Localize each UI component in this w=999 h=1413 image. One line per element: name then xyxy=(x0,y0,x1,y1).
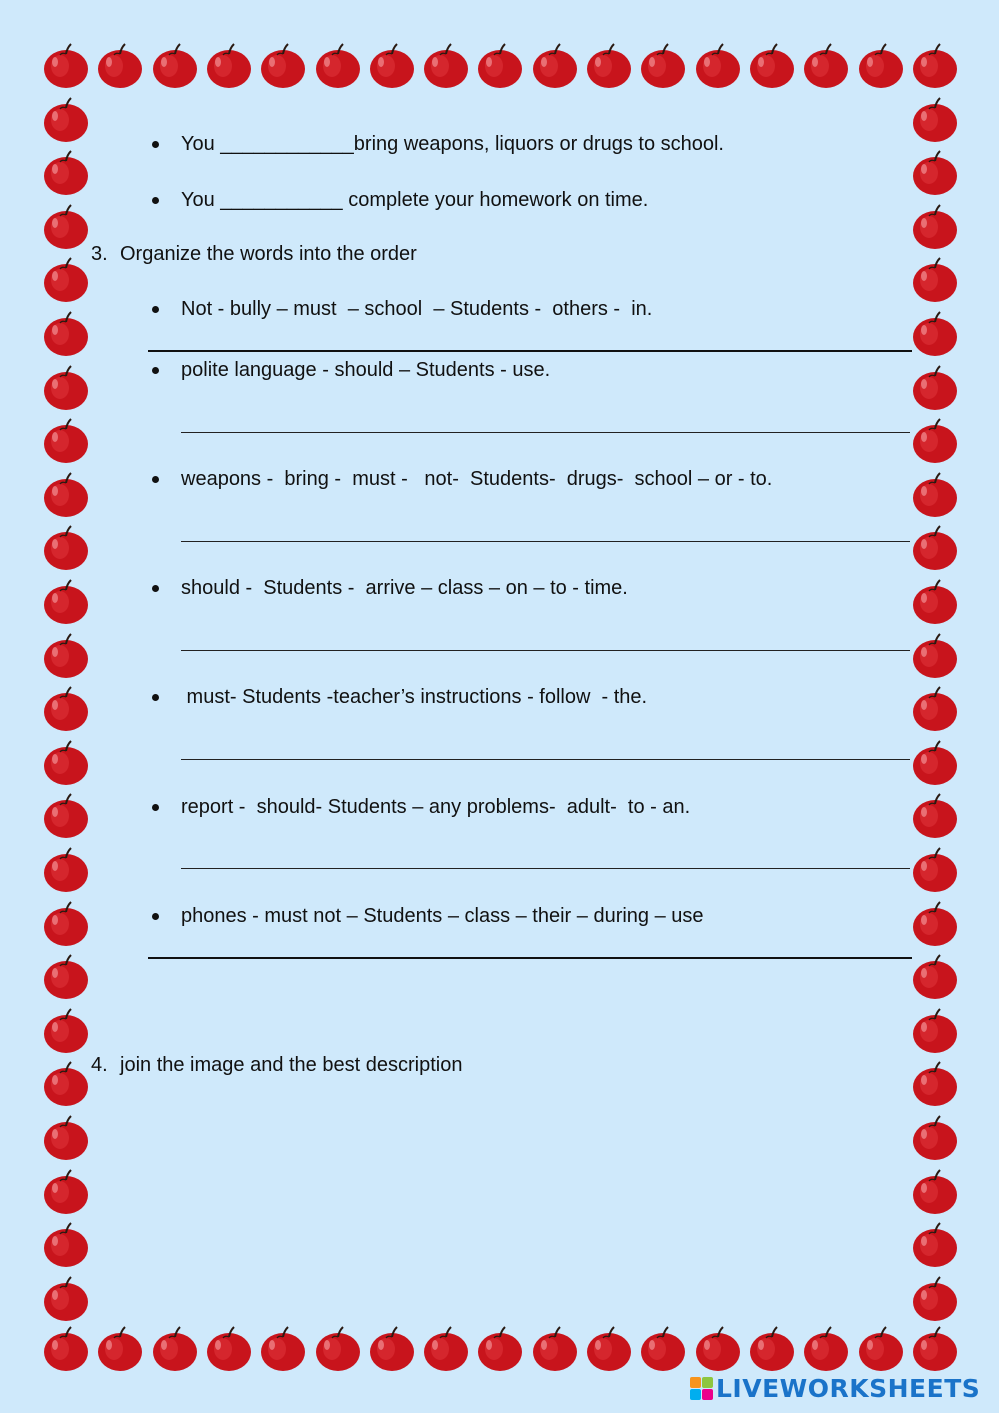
apple-icon xyxy=(909,522,961,574)
apple-icon xyxy=(40,951,92,1003)
apple-icon xyxy=(909,951,961,1003)
fill-blank-sentence: You ____________bring weapons, liquors or drugs to school. xyxy=(181,133,724,155)
apple-icon xyxy=(40,737,92,789)
apple-icon xyxy=(40,630,92,682)
apple-icon xyxy=(909,469,961,521)
apple-icon xyxy=(909,254,961,306)
apple-icon xyxy=(909,790,961,842)
apple-icon xyxy=(40,1323,92,1375)
section-4-title: join the image and the best description xyxy=(120,1054,463,1076)
apple-icon xyxy=(257,1323,309,1375)
scrambled-sentence: must- Students -teacher’s instructions - follow - the. xyxy=(181,686,648,708)
bullet-icon xyxy=(152,804,159,811)
scrambled-sentence: weapons - bring - must - not- Students- drugs- school – or - to. xyxy=(181,468,773,490)
apple-icon xyxy=(800,1323,852,1375)
apple-icon xyxy=(40,1166,92,1218)
apple-icon xyxy=(40,576,92,628)
apple-icon xyxy=(746,1323,798,1375)
apple-icon xyxy=(909,1273,961,1325)
apple-icon xyxy=(909,1323,961,1375)
apple-icon xyxy=(40,1219,92,1271)
apple-icon xyxy=(94,40,146,92)
bullet-icon xyxy=(152,694,159,701)
apple-icon xyxy=(909,147,961,199)
apple-icon xyxy=(420,1323,472,1375)
apple-icon xyxy=(909,844,961,896)
answer-line[interactable] xyxy=(181,759,910,760)
bullet-icon xyxy=(152,141,159,148)
fill-blank-sentence: You ___________ complete your homework on time. xyxy=(181,189,649,211)
answer-line[interactable] xyxy=(181,541,910,542)
apple-icon xyxy=(203,40,255,92)
apple-icon xyxy=(909,362,961,414)
apple-icon xyxy=(40,40,92,92)
apple-icon xyxy=(855,1323,907,1375)
apple-icon xyxy=(909,737,961,789)
apple-icon xyxy=(40,1112,92,1164)
apple-icon xyxy=(909,1219,961,1271)
section-3-number: 3. xyxy=(91,243,108,265)
apple-icon xyxy=(40,147,92,199)
apple-icon xyxy=(203,1323,255,1375)
answer-line[interactable] xyxy=(181,650,910,651)
apple-icon xyxy=(366,1323,418,1375)
answer-line[interactable] xyxy=(181,432,910,433)
apple-icon xyxy=(909,94,961,146)
apple-icon xyxy=(40,898,92,950)
scrambled-sentence: should - Students - arrive – class – on – to - time. xyxy=(181,577,628,599)
bullet-icon xyxy=(152,913,159,920)
apple-icon xyxy=(746,40,798,92)
apple-icon xyxy=(40,469,92,521)
apple-icon xyxy=(40,844,92,896)
apple-icon xyxy=(40,415,92,467)
apple-icon xyxy=(40,94,92,146)
apple-icon xyxy=(40,1005,92,1057)
apple-icon xyxy=(40,1058,92,1110)
apple-icon xyxy=(529,40,581,92)
apple-icon xyxy=(800,40,852,92)
bullet-icon xyxy=(152,476,159,483)
apple-icon xyxy=(909,1112,961,1164)
apple-icon xyxy=(40,1273,92,1325)
apple-icon xyxy=(909,308,961,360)
scrambled-sentence: report - should- Students – any problems- adult- to - an. xyxy=(181,796,691,818)
apple-icon xyxy=(474,1323,526,1375)
scrambled-sentence: Not - bully – must – school – Students - others - in. xyxy=(181,298,653,320)
apple-icon xyxy=(40,790,92,842)
scrambled-sentence: phones - must not – Students – class – their – during – use xyxy=(181,905,704,927)
answer-line[interactable] xyxy=(148,957,912,959)
apple-icon xyxy=(40,362,92,414)
bullet-icon xyxy=(152,197,159,204)
liveworksheets-logo[interactable] xyxy=(690,1376,980,1402)
apple-icon xyxy=(909,630,961,682)
apple-icon xyxy=(40,254,92,306)
apple-icon xyxy=(40,308,92,360)
apple-icon xyxy=(366,40,418,92)
apple-icon xyxy=(312,1323,364,1375)
liveworksheets-brand-text: LIVEWORKSHEETS xyxy=(716,1374,981,1403)
section-3-title: Organize the words into the order xyxy=(120,243,417,265)
bullet-icon xyxy=(152,585,159,592)
bullet-icon xyxy=(152,306,159,313)
apple-icon xyxy=(909,576,961,628)
apple-icon xyxy=(40,683,92,735)
apple-icon xyxy=(529,1323,581,1375)
scrambled-sentence: polite language - should – Students - use. xyxy=(181,359,551,381)
apple-icon xyxy=(420,40,472,92)
apple-icon xyxy=(637,40,689,92)
apple-icon xyxy=(909,1058,961,1110)
apple-icon xyxy=(257,40,309,92)
apple-icon xyxy=(474,40,526,92)
apple-icon xyxy=(909,898,961,950)
apple-icon xyxy=(583,40,635,92)
apple-icon xyxy=(312,40,364,92)
apple-icon xyxy=(855,40,907,92)
apple-icon xyxy=(149,1323,201,1375)
section-4-number: 4. xyxy=(91,1054,108,1076)
answer-line[interactable] xyxy=(148,350,912,352)
apple-icon xyxy=(692,1323,744,1375)
apple-icon xyxy=(909,1005,961,1057)
apple-icon xyxy=(637,1323,689,1375)
apple-icon xyxy=(40,201,92,253)
apple-icon xyxy=(909,201,961,253)
apple-icon xyxy=(94,1323,146,1375)
apple-icon xyxy=(909,683,961,735)
apple-icon xyxy=(909,40,961,92)
bullet-icon xyxy=(152,367,159,374)
apple-icon xyxy=(583,1323,635,1375)
apple-icon xyxy=(909,415,961,467)
liveworksheets-logo-icon xyxy=(690,1377,714,1401)
apple-icon xyxy=(40,522,92,574)
apple-icon xyxy=(909,1166,961,1218)
answer-line[interactable] xyxy=(181,868,910,869)
apple-icon xyxy=(149,40,201,92)
apple-icon xyxy=(692,40,744,92)
